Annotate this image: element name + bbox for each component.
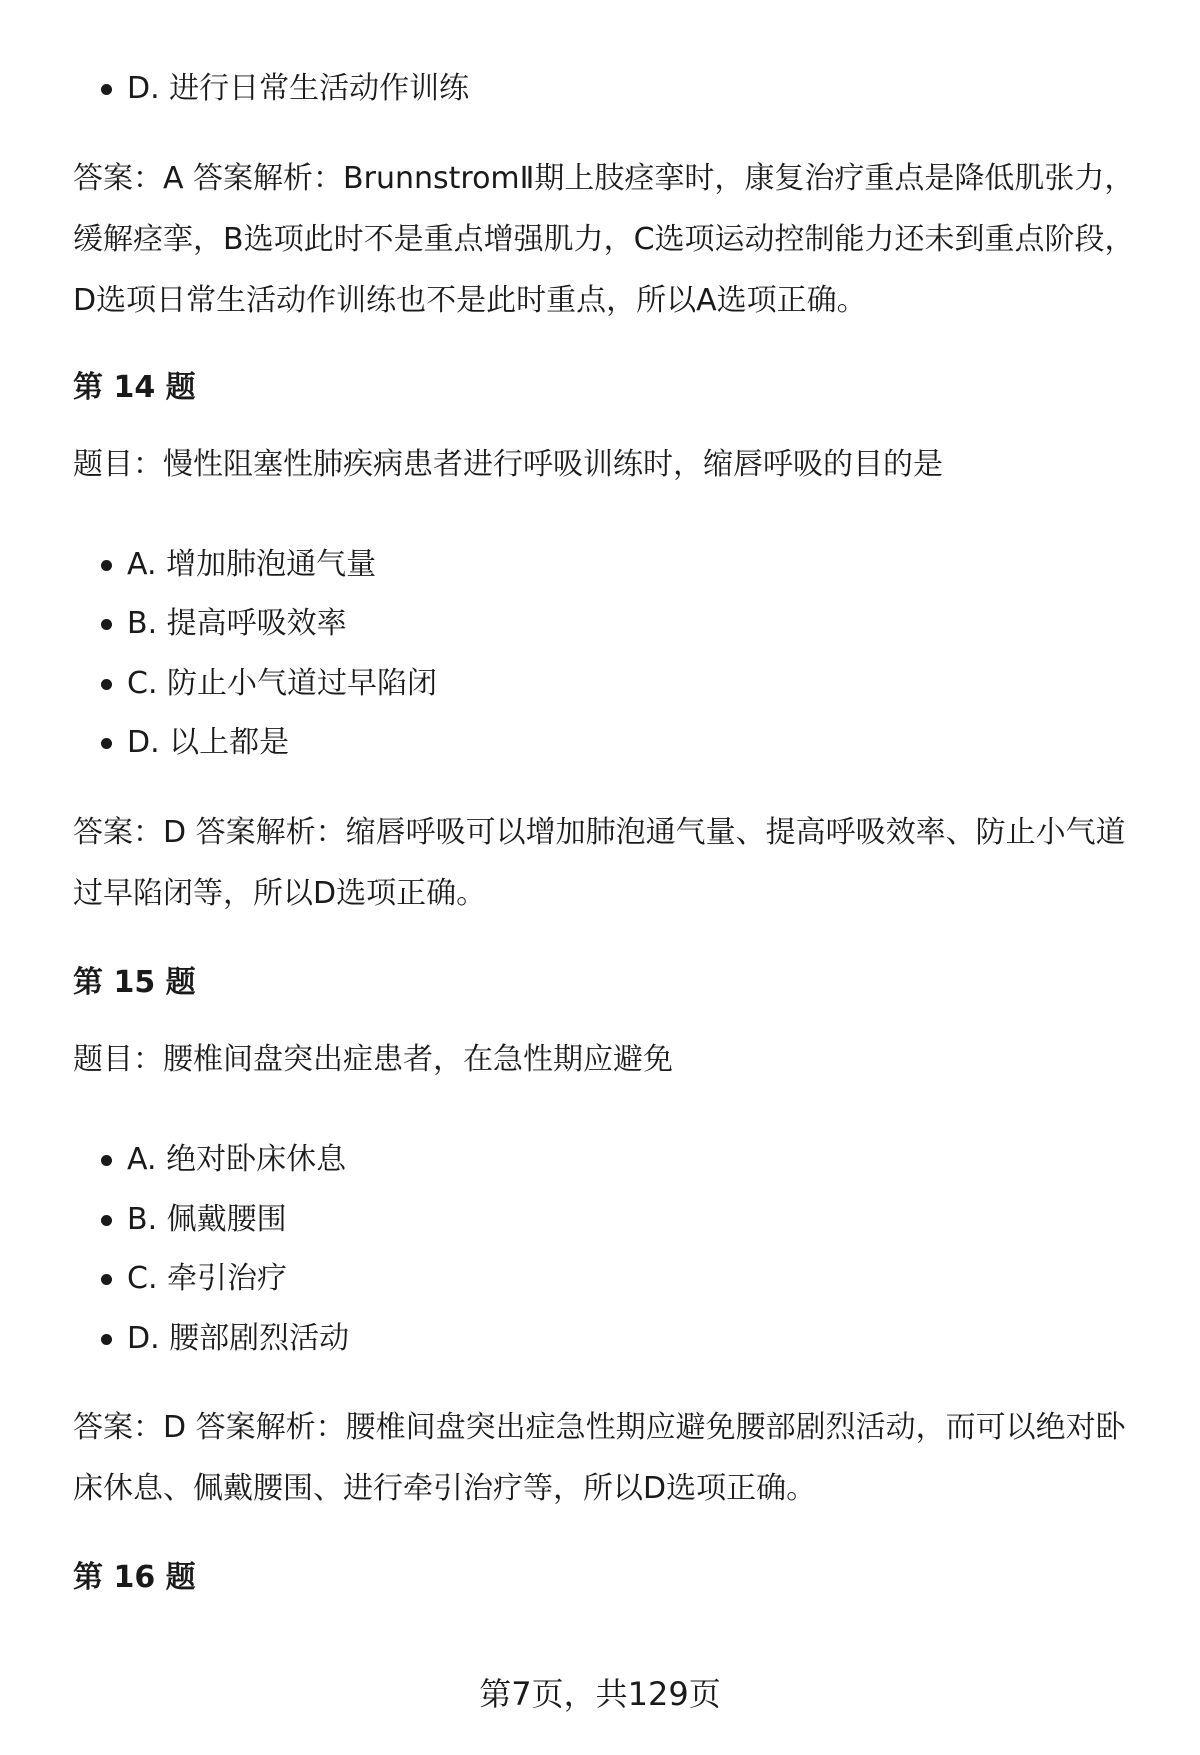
q14-option-d: D. 以上都是 — [127, 723, 289, 763]
q15-option-c: C. 牵引治疗 — [127, 1259, 287, 1299]
q15-option-d: D. 腰部剧烈活动 — [127, 1319, 349, 1359]
q15-answer: 答案：D 答案解析：腰椎间盘突出症急性期应避免腰部剧烈活动，而可以绝对卧床休息、佩戴腰围、进行牵引治疗等，所以D选项正确。 — [73, 1410, 1126, 1506]
q14-option-a: A. 增加肺泡通气量 — [127, 545, 376, 585]
q14-question: 题目：慢性阻塞性肺疾病患者进行呼吸训练时，缩唇呼吸的目的是 — [73, 447, 943, 482]
q15-option-a: A. 绝对卧床休息 — [127, 1140, 346, 1180]
q16-heading: 第 16 题 — [73, 1560, 196, 1595]
q13-answer: 答案：A 答案解析：BrunnstromⅡ期上肢痉挛时，康复治疗重点是降低肌张力，缓解痉挛，B选项此时不是重点增强肌力，C选项运动控制能力还未到重点阶段，D选项日常生活动作训练也不是此时重点，所以A选项正确。 — [73, 161, 1135, 318]
q14-answer: 答案：D 答案解析：缩唇呼吸可以增加肺泡通气量、提高呼吸效率、防止小气道过早陷闭等，所以D选项正确。 — [73, 815, 1126, 911]
page-number: 第7页，共129页 — [479, 1675, 721, 1713]
q14-option-c: C. 防止小气道过早陷闭 — [127, 664, 437, 704]
q13-option-d: D. 进行日常生活动作训练 — [127, 69, 469, 109]
q15-option-b: B. 佩戴腰围 — [127, 1200, 287, 1240]
q15-heading: 第 15 题 — [73, 965, 196, 1000]
q15-question: 题目：腰椎间盘突出症患者，在急性期应避免 — [73, 1042, 673, 1077]
q14-heading: 第 14 题 — [73, 370, 196, 405]
q14-option-b: B. 提高呼吸效率 — [127, 604, 347, 644]
